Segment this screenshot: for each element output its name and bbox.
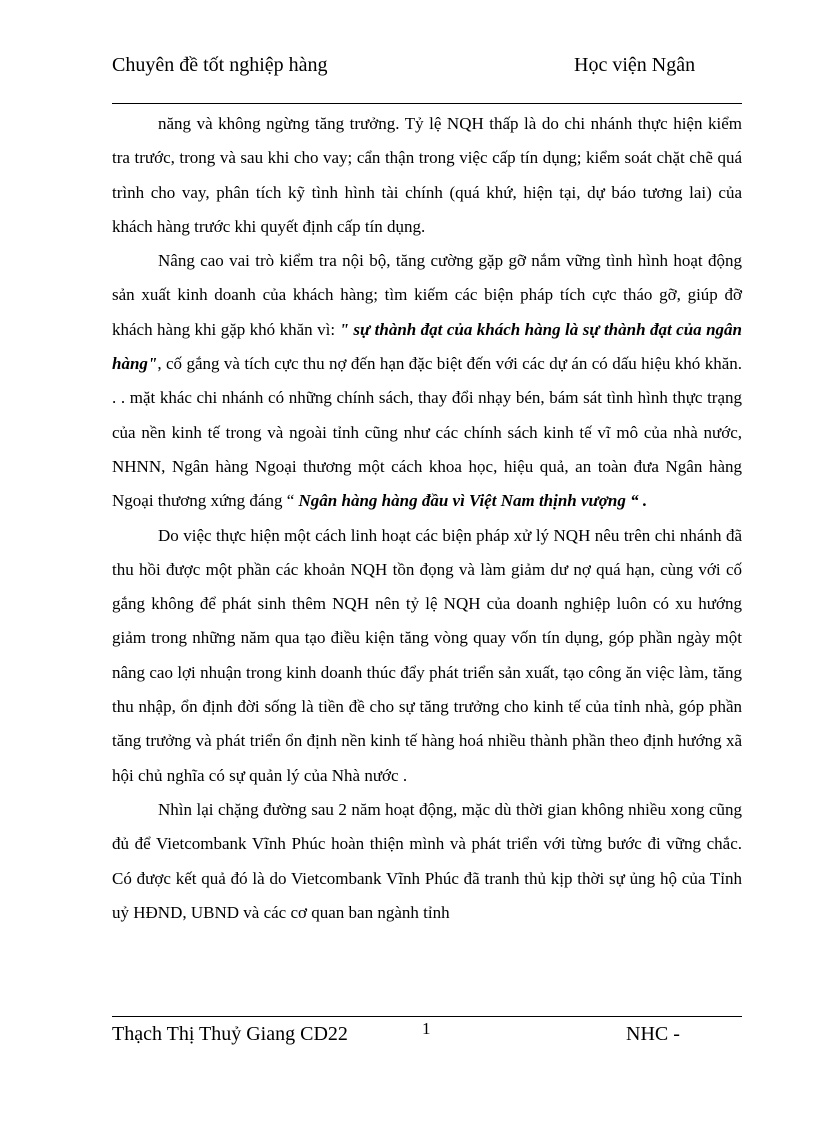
paragraph-3: Do việc thực hiện một cách linh hoạt các biện pháp xử lý NQH nêu trên chi nhánh đã thu hồi được một phần các khoản NQH tồn đọng và làm giảm dư nợ quá hạn, cùng với cố gắng không để phát sinh thêm NQH nên tỷ lệ NQH của doanh nghiệp luôn có xu hướng giảm trong những năm qua tạo điều kiện tăng vòng quay vốn tín dụng, góp phần ngày một nâng cao lợi nhuận trong kinh doanh thúc đẩy phát triển sản xuất, tạo công ăn việc làm, tăng thu nhập, ổn định đời sống là tiền đề cho sự tăng trưởng cho kinh tế của tỉnh nhà, góp phần tăng trưởng và phát triển ổn định nền kinh tế hàng hoá nhiều thành phần theo định hướng xã hội chủ nghĩa có sự quản lý của Nhà nước .	[112, 525, 742, 785]
paragraph-4: Nhìn lại chặng đường sau 2 năm hoạt động, mặc dù thời gian không nhiều xong cũng đủ để Vietcombank Vĩnh Phúc hoàn thiện mình và phát triển với từng bước đi vững chắc. Có được kết quả đó là do Vietcombank Vĩnh Phúc đã tranh thủ kịp thời sự ủng hộ của Tỉnh uỷ HĐND, UBND và các cơ quan ban ngành tỉnh	[112, 799, 742, 922]
paragraph-2-text-c: , cố gắng và tích cực thu nợ đến hạn đặc biệt đến với các dự án có dấu hiệu khó khăn. . . mặt khác chi nhánh có những chính sách, thay đổi nhạy bén, bám sát tình hình thực trạng của nền kinh tế trong và ngoài tỉnh cũng như các chính sách kinh tế vĩ mô của nhà nước, NHNN, Ngân hàng Ngoại thương một cách khoa học, hiệu quả, an toàn đưa Ngân hàng Ngoại thương xứng đáng “	[112, 354, 742, 511]
paragraph-2	[112, 244, 742, 518]
paragraph-2-text-a: Nâng cao vai trò kiểm tra nội bộ, tăng cường gặp gỡ nắm vững tình hình hoạt động sản xuất kinh doanh của khách hàng; tìm kiếm các biện pháp tích cực tháo gỡ, giúp đỡ khách hàng khi gặp khó khăn vì:	[112, 251, 742, 339]
header-title-right: Học viện Ngân	[574, 54, 696, 76]
paragraph-2-slogan: Ngân hàng hàng đầu vì Việt Nam thịnh vượng “ .	[298, 491, 648, 511]
footer-divider	[112, 1016, 742, 1017]
page-number: 1	[422, 1019, 431, 1038]
footer-author: Thạch Thị Thuỷ Giang CD22	[112, 1023, 348, 1045]
paragraph-1: năng và không ngừng tăng trưởng. Tỷ lệ NQH thấp là do chi nhánh thực hiện kiểm tra trước, trong và sau khi cho vay; cẩn thận trong việc cấp tín dụng; kiểm soát chặt chẽ quá trình cho vay, phân tích kỹ tình hình tài chính (quá khứ, hiện tại, dự báo tương lai) của khách hàng trước khi quyết định cấp tín dụng.	[112, 114, 742, 236]
header-divider	[112, 103, 742, 104]
header-title-left: Chuyên đề tốt nghiệp hàng	[112, 54, 328, 76]
paragraph-2-quote: " sự thành đạt của khách hàng là sự thành đạt của ngân hàng"	[112, 319, 743, 374]
document-body	[112, 107, 742, 930]
footer-right-text: NHC -	[626, 1023, 680, 1045]
